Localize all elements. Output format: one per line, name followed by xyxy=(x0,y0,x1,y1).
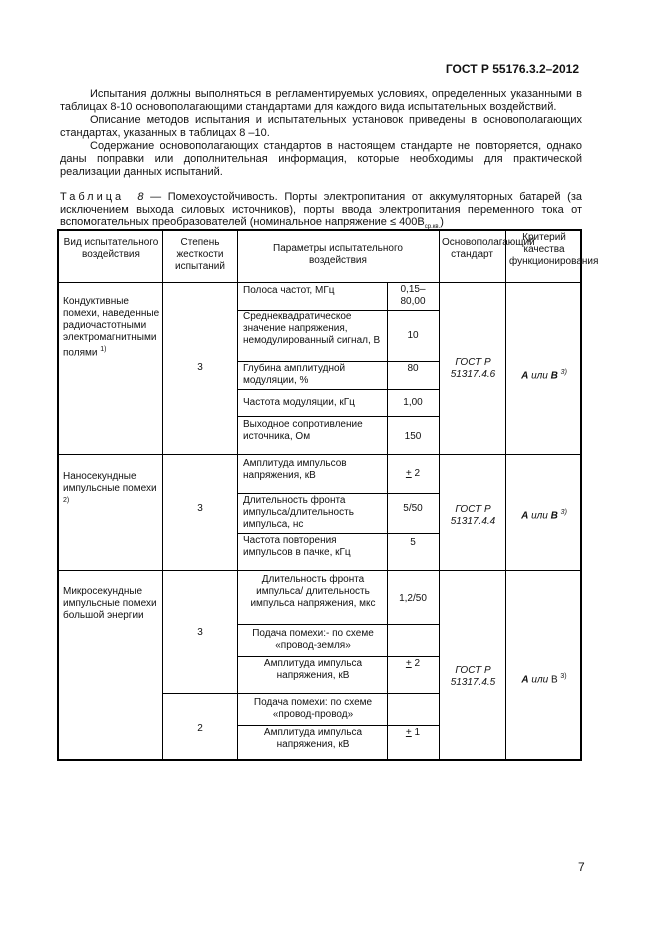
crit-or: или xyxy=(531,510,548,522)
g2-param-2: Длительность фронта импульса/длительность импульса, нс xyxy=(243,495,354,530)
crit-note: 3) xyxy=(560,673,567,680)
row-divider xyxy=(162,693,237,694)
g1-value-5: 150 xyxy=(404,431,422,442)
param-divider xyxy=(237,693,439,694)
group1-note: 1) xyxy=(100,346,107,353)
group1-type-text: Кондуктивные помехи, наведенные радиочастотными электромагнитными полями xyxy=(63,296,160,359)
paragraph-2: Описание методов испытания и испытательных установок приведены в основополагающих стандартах, указанных в таблицах 8 –10. xyxy=(60,114,582,139)
caption-end: ) xyxy=(440,216,444,228)
crit-a: А xyxy=(521,674,529,686)
row-divider xyxy=(59,454,580,455)
caption-text: — Помехоустойчивость. Порты электропитания от аккумуляторных батарей (за исключением выхода силовых источников), порты ввода электропитания переменного тока от вспомогательных преобразователей (номинальное напряжение ≤ 400В xyxy=(60,191,582,228)
g1-value-4: 1,00 xyxy=(403,397,423,408)
header-params: Параметры испытательного воздействия xyxy=(273,243,403,266)
value-divider xyxy=(387,282,388,759)
g2-value-3: 5 xyxy=(410,537,416,548)
group1-type xyxy=(63,296,160,359)
group3-type: Микросекундные импульсные помехи большой энергии xyxy=(63,586,157,621)
crit-a: А xyxy=(521,370,529,382)
header-type: Вид испытательного воздействия xyxy=(63,237,159,260)
g1-param-1: Полоса частот, МГц xyxy=(243,285,335,296)
group3-severity-b: 2 xyxy=(197,723,203,734)
g3-value-3-num: 2 xyxy=(414,658,421,669)
header-standard: Основополагающий стандарт xyxy=(442,237,535,260)
g3-param-2: Подача помехи:- по схеме «провод-земля» xyxy=(252,628,374,651)
group2-type-text: Наносекундные импульсные помехи xyxy=(63,471,157,494)
crit-note: 3) xyxy=(560,369,567,376)
g2-value-1 xyxy=(389,468,437,480)
param-divider xyxy=(237,493,439,494)
param-divider xyxy=(237,416,439,417)
caption-label: Таблица xyxy=(60,191,125,203)
g3-value-3 xyxy=(389,658,437,670)
group3-standard: ГОСТ Р 51317.4.5 xyxy=(450,665,496,688)
document-header: ГОСТ Р 55176.3.2–2012 xyxy=(445,62,579,76)
g3-value-1: 1,2/50 xyxy=(399,593,427,604)
g3-param-4: Подача помехи: по схеме «провод-провод» xyxy=(253,697,373,720)
crit-or: или xyxy=(531,370,548,382)
param-divider xyxy=(237,533,439,534)
group3-criterion xyxy=(506,671,582,686)
param-divider xyxy=(237,361,439,362)
col-divider xyxy=(439,231,440,759)
group2-criterion xyxy=(506,507,582,522)
paragraph-1: Испытания должны выполняться в регламентируемых условиях, определенных указанными в таблицах 8-10 основополагающими стандартами для каждого вида испытательных воздействий. xyxy=(60,88,582,113)
caption-number: 8 xyxy=(137,191,144,203)
paragraph-3: Содержание основополагающих стандартов в настоящем стандарте не повторяется, однако даны поправки или дополнительная информация, которые необходимы для практической реализации данных испытаний. xyxy=(60,140,582,178)
g1-param-4: Частота модуляции, кГц xyxy=(243,397,355,408)
row-divider xyxy=(59,282,580,283)
g3-value-5 xyxy=(389,727,437,739)
row-divider xyxy=(59,570,580,571)
immunity-table xyxy=(57,229,599,761)
g2-value-1-num: 2 xyxy=(414,468,421,479)
g1-value-1: 0,15–80,00 xyxy=(400,284,426,307)
crit-a: А xyxy=(521,510,529,522)
g1-param-5: Выходное сопротивление источника, Ом xyxy=(243,419,363,442)
param-divider xyxy=(237,725,439,726)
group2-note: 2) xyxy=(63,497,70,504)
crit-b: В xyxy=(550,674,558,686)
g2-param-3: Частота повторения импульсов в пачке, кГц xyxy=(243,535,351,558)
col-divider xyxy=(162,231,163,759)
plus-minus: + xyxy=(405,727,412,738)
param-divider xyxy=(237,656,439,657)
g1-param-3: Глубина амплитудной модуляции, % xyxy=(243,363,346,386)
group1-severity: 3 xyxy=(197,362,203,373)
header-criterion: Критерий качества функционирования xyxy=(509,232,599,267)
group2-severity: 3 xyxy=(197,503,203,514)
plus-minus: + xyxy=(405,468,412,479)
g2-value-2: 5/50 xyxy=(403,503,423,514)
plus-minus: + xyxy=(405,658,412,669)
header-severity: Степень жесткости испытаний xyxy=(175,237,225,272)
group3-severity-a: 3 xyxy=(197,627,203,638)
group2-standard: ГОСТ Р 51317.4.4 xyxy=(450,504,496,527)
group1-standard: ГОСТ Р 51317.4.6 xyxy=(450,357,496,380)
g3-param-3: Амплитуда импульса напряжения, кВ xyxy=(263,658,363,681)
g1-value-2: 10 xyxy=(407,330,419,341)
g3-param-1: Длительность фронта импульса/ длительность импульса напряжения, мкс xyxy=(250,574,376,609)
page-number: 7 xyxy=(578,860,585,874)
g1-value-3: 80 xyxy=(407,363,419,374)
group1-criterion xyxy=(506,367,582,382)
g1-param-2: Среднеквадратическое значение напряжения, немодулированный сигнал, В xyxy=(243,311,381,346)
crit-b: В xyxy=(550,510,558,522)
g3-value-5-num: 1 xyxy=(414,727,421,738)
table-caption xyxy=(60,191,582,234)
crit-b: В xyxy=(550,370,558,382)
g2-param-1: Амплитуда импульсов напряжения, кВ xyxy=(243,458,347,481)
group2-type xyxy=(63,471,160,510)
param-divider xyxy=(237,389,439,390)
param-divider xyxy=(237,624,439,625)
crit-note: 3) xyxy=(560,509,567,516)
g3-param-5: Амплитуда импульса напряжения, кВ xyxy=(263,727,363,750)
caption-sub: ср.кв. xyxy=(424,224,441,231)
crit-or: или xyxy=(531,674,549,686)
